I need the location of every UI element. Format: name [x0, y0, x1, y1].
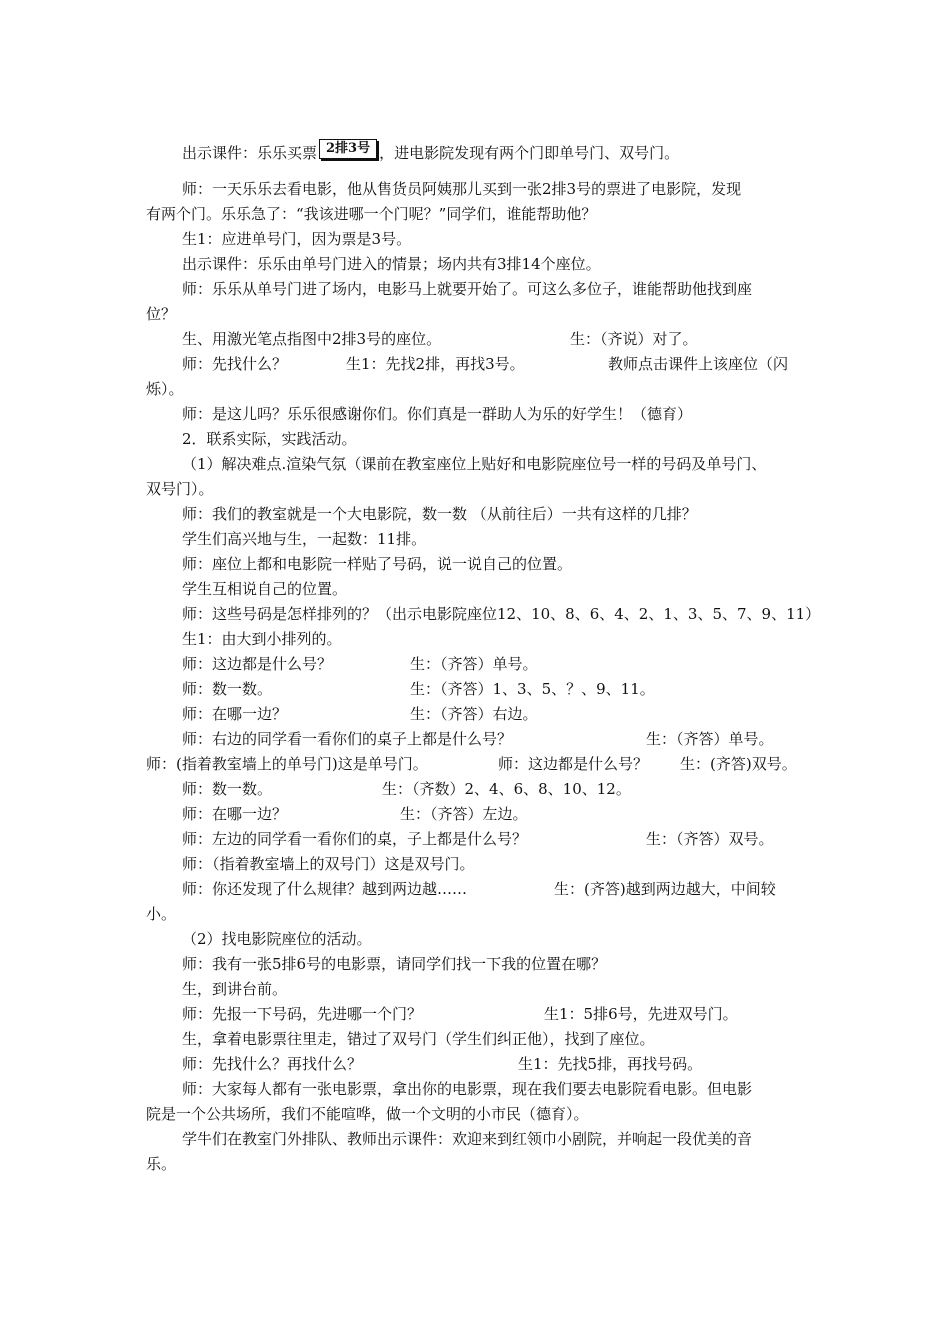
text: 生：（齐答）右边。 — [410, 705, 538, 723]
paragraph-line — [182, 1053, 703, 1075]
text: 师：这边都是什么号？ — [498, 755, 649, 773]
paragraph-line — [182, 1003, 738, 1025]
text: 师：数一数。 — [182, 780, 273, 798]
paragraph-line: 生，到讲台前。 — [182, 980, 288, 998]
text: 师：先找什么？再找什么？ — [182, 1055, 363, 1073]
paragraph-line — [182, 353, 789, 375]
text: 生：（齐答）双号。 — [646, 830, 774, 848]
section-heading: 2．联系实际，实践活动。 — [182, 430, 357, 448]
text: 生：(齐答)越到两边越大，中间较 — [554, 880, 776, 898]
paragraph-line: 师：乐乐从单号门进了场内，电影马上就要开始了。可这么多位子，谁能帮助他找到座 — [182, 280, 753, 298]
text: 师：这边都是什么号？ — [182, 655, 333, 673]
paragraph-line: 学生们高兴地与生，一起数：11排。 — [182, 530, 427, 548]
text: 生：（齐说）对了。 — [570, 330, 698, 348]
section-heading: （2）找电影院座位的活动。 — [182, 930, 372, 948]
paragraph-line: 乐。 — [146, 1155, 177, 1173]
text: 师：右边的同学看一看你们的桌子上都是什么号？ — [182, 730, 513, 748]
text: 生：(齐答)双号。 — [680, 755, 797, 773]
text: 师：先找什么？ — [182, 355, 288, 373]
text: 生：（齐数）2、4、6、8、10、12。 — [382, 780, 631, 798]
paragraph-line — [182, 728, 774, 750]
paragraph-line: 学牛们在教室门外排队、教师出示课件：欢迎来到红领巾小剧院，并响起一段优美的音 — [182, 1130, 753, 1148]
text: 生1：5排6号，先进双号门。 — [544, 1005, 738, 1023]
paragraph-line: 有两个门。乐乐急了：“我该进哪一个门呢？”同学们，谁能帮助他？ — [146, 205, 597, 223]
paragraph-line: 师：是这儿吗？乐乐很感谢你们。你们真是一群助人为乐的好学生！（德育） — [182, 405, 693, 423]
text: 生1：先找5排，再找号码。 — [518, 1055, 703, 1073]
text: 生：（齐答）1、3、5、？、9、11。 — [410, 680, 655, 698]
paragraph-line: 院是一个公共场所，我们不能喧哗，做一个文明的小市民（德育）。 — [146, 1105, 589, 1123]
paragraph-line: 师：我们的教室就是一个大电影院，数一数 （从前往后）一共有这样的几排？ — [182, 505, 697, 523]
text: 生：（齐答）单号。 — [410, 655, 538, 673]
paragraph-line — [182, 878, 776, 900]
paragraph-line: 生1：应进单号门，因为票是3号。 — [182, 230, 412, 248]
paragraph-line — [182, 653, 538, 675]
paragraph-courseware-ticket — [182, 142, 679, 165]
paragraph-line: 师：我有一张5排6号的电影票，请同学们找一下我的位置在哪？ — [182, 955, 607, 973]
text: 生1：先找2排，再找3号。 — [346, 355, 525, 373]
text: 教师点击课件上该座位（闪 — [608, 355, 789, 373]
text: ，进电影院发现有两个门即单号门、双号门。 — [379, 144, 680, 162]
paragraph-line — [182, 828, 774, 850]
paragraph-line: 位？ — [146, 305, 177, 323]
text: 师：数一数。 — [182, 680, 273, 698]
text: 生：（齐答）左边。 — [400, 805, 528, 823]
text: 师：在哪一边？ — [182, 805, 288, 823]
paragraph-line — [182, 803, 528, 825]
paragraph-line: 师：（指着教室墙上的双号门）这是双号门。 — [182, 855, 475, 873]
text: 生：（齐答）单号。 — [646, 730, 774, 748]
paragraph-line: 师：这些号码是怎样排列的？（出示电影院座位12、10、8、6、4、2、1、3、5、7、9、11） — [182, 605, 821, 623]
paragraph-line — [182, 678, 655, 700]
text: 师：先报一下号码，先进哪一个门？ — [182, 1005, 423, 1023]
paragraph-line: 双号门）。 — [146, 480, 214, 498]
text: 生、用激光笔点指图中2排3号的座位。 — [182, 330, 442, 348]
paragraph-line: （1）解决难点.渲染气氛（课前在教室座位上贴好和电影院座位号一样的号码及单号门、 — [182, 455, 767, 473]
paragraph-line — [182, 703, 538, 725]
text: 师：左边的同学看一看你们的桌，子上都是什么号？ — [182, 830, 528, 848]
paragraph-line: 生，拿着电影票往里走，错过了双号门（学生们纠正他），找到了座位。 — [182, 1030, 655, 1048]
paragraph-line — [146, 753, 797, 775]
paragraph-line: 生1：由大到小排列的。 — [182, 630, 342, 648]
paragraph-line — [182, 778, 631, 800]
text: 师：(指着教室墙上的单号门)这是单号门。 — [146, 755, 428, 773]
text: 出示课件：乐乐买票 — [182, 144, 318, 162]
paragraph-line: 烁）。 — [146, 380, 184, 398]
paragraph-line: 师：大家每人都有一张电影票，拿出你的电影票，现在我们要去电影院看电影。但电影 — [182, 1080, 753, 1098]
text: 师：你还发现了什么规律？越到两边越…… — [182, 880, 468, 898]
paragraph-line — [182, 328, 698, 350]
text: 师：在哪一边？ — [182, 705, 288, 723]
paragraph-line: 师：座位上都和电影院一样贴了号码，说一说自己的位置。 — [182, 555, 573, 573]
paragraph-line: 师：一天乐乐去看电影，他从售货员阿姨那儿买到一张2排3号的票进了电影院，发现 — [182, 180, 742, 198]
paragraph-line: 出示课件：乐乐由单号门进入的情景；场内共有3排14个座位。 — [182, 255, 601, 273]
paragraph-line: 学生互相说自己的位置。 — [182, 580, 348, 598]
ticket-image: 2排3号 — [319, 139, 377, 159]
paragraph-line: 小。 — [146, 905, 177, 923]
